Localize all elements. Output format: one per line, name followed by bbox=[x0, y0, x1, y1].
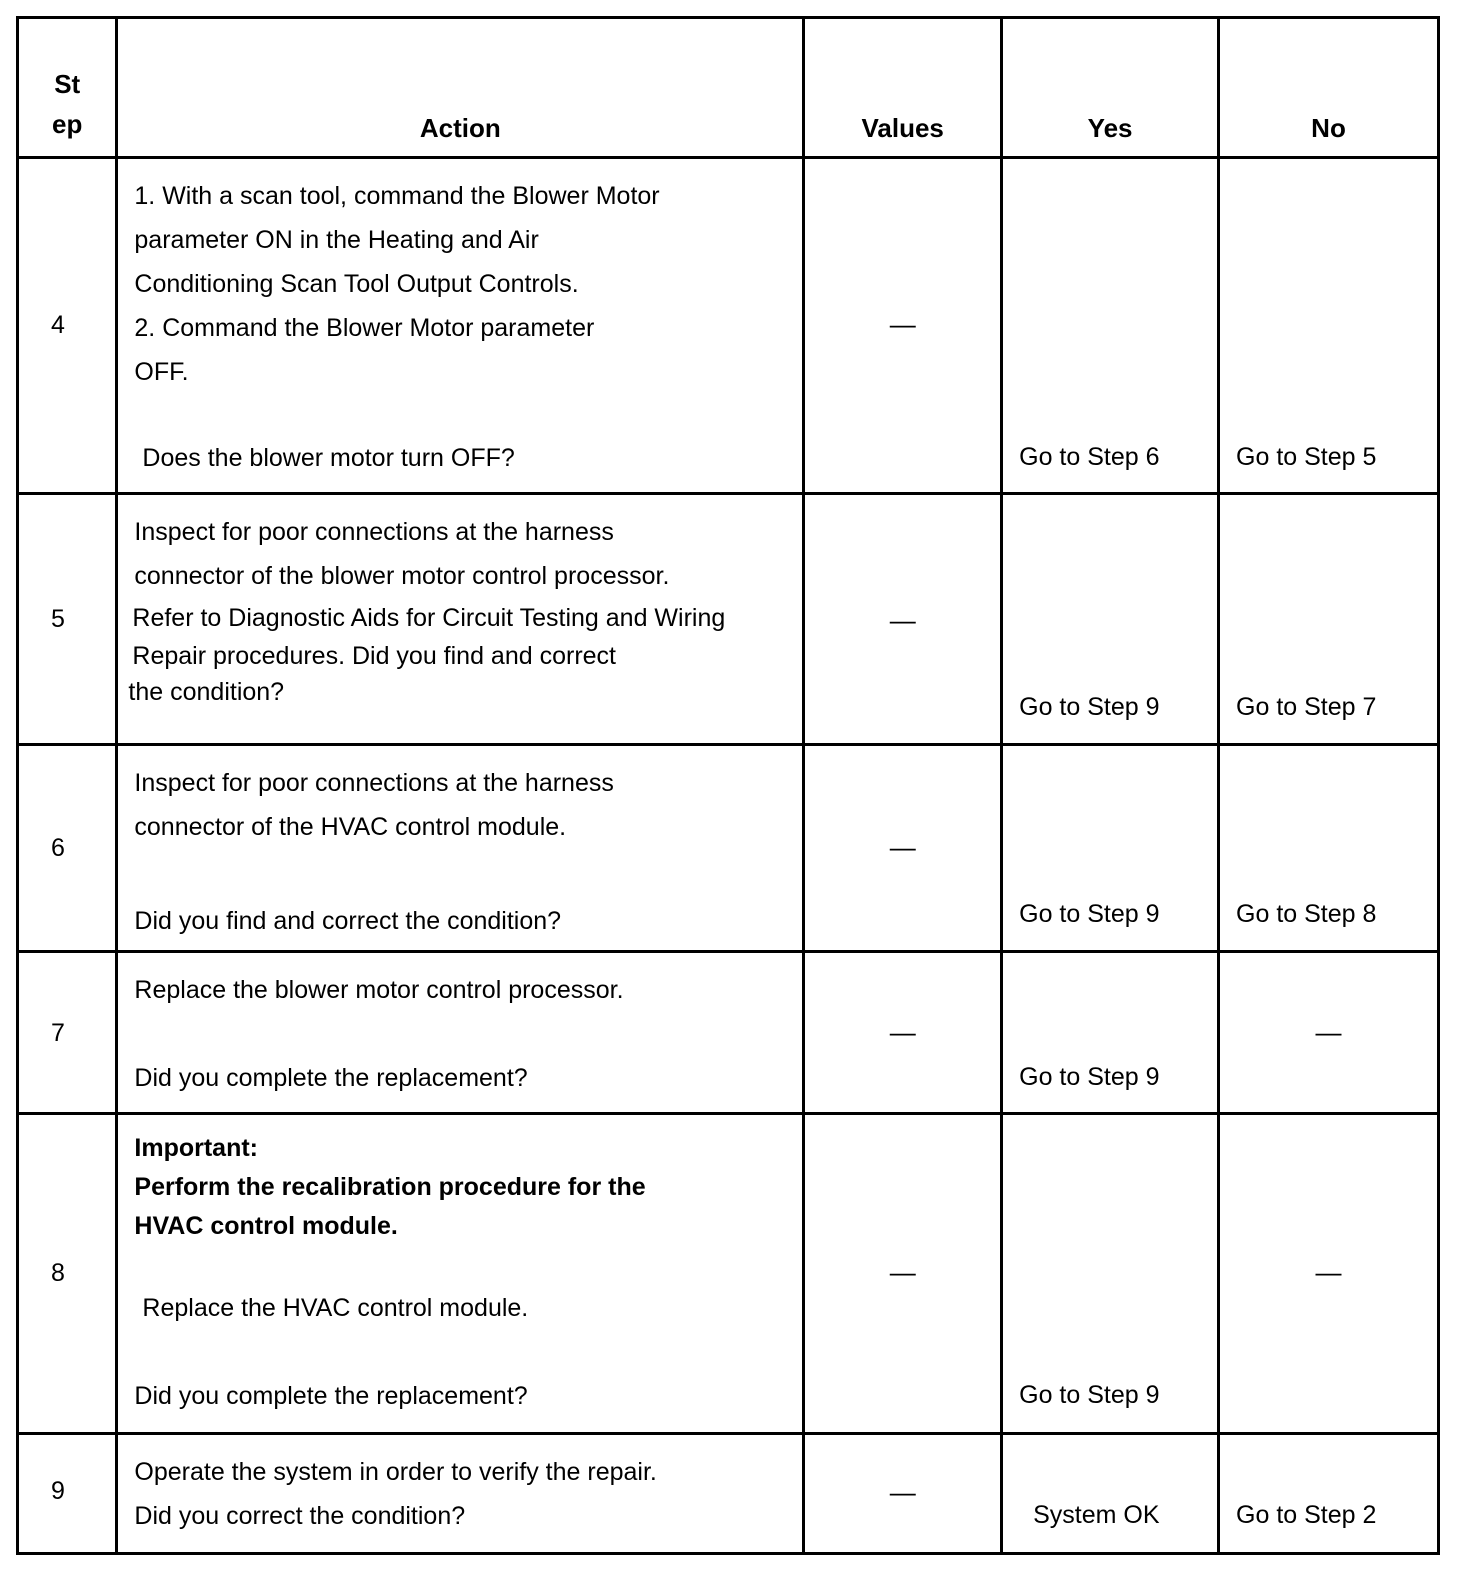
no-result: Go to Step 2 bbox=[1236, 1501, 1377, 1529]
values-cell bbox=[804, 1114, 1002, 1434]
action-question: Did you find and correct the condition? bbox=[134, 907, 562, 935]
values-cell bbox=[804, 494, 1002, 745]
action-line: 1. With a scan tool, command the Blower Motor bbox=[134, 182, 660, 210]
values-cell bbox=[804, 1434, 1002, 1554]
action-line: connector of the HVAC control module. bbox=[134, 813, 567, 841]
action-cell bbox=[117, 1114, 804, 1434]
no-cell bbox=[1219, 158, 1439, 494]
step-number: 7 bbox=[51, 1019, 65, 1047]
values-dash: — bbox=[889, 1257, 916, 1287]
no-dash: — bbox=[1315, 1017, 1342, 1047]
action-line: Inspect for poor connections at the harness bbox=[134, 769, 614, 797]
step-number: 4 bbox=[51, 311, 65, 339]
action-question: Did you correct the condition? bbox=[134, 1502, 466, 1530]
action-line: Replace the HVAC control module. bbox=[142, 1294, 529, 1322]
header-values: Values bbox=[804, 18, 1002, 158]
yes-result: Go to Step 6 bbox=[1019, 443, 1160, 471]
step-number: 9 bbox=[51, 1477, 65, 1505]
yes-result: Go to Step 9 bbox=[1019, 693, 1160, 721]
values-cell bbox=[804, 952, 1002, 1114]
no-cell bbox=[1219, 952, 1439, 1114]
action-line: Operate the system in order to verify the repair. bbox=[134, 1458, 657, 1486]
no-result: Go to Step 8 bbox=[1236, 900, 1377, 928]
values-dash: — bbox=[889, 309, 916, 339]
header-step-line-2: ep bbox=[52, 109, 83, 139]
step-cell bbox=[18, 494, 117, 745]
action-cell bbox=[117, 158, 804, 494]
table-row bbox=[18, 158, 1439, 494]
yes-result: Go to Step 9 bbox=[1019, 1381, 1160, 1409]
no-cell bbox=[1219, 745, 1439, 952]
action-line: Inspect for poor connections at the harness bbox=[134, 518, 614, 546]
yes-cell bbox=[1002, 952, 1219, 1114]
table-row bbox=[18, 1114, 1439, 1434]
yes-result: Go to Step 9 bbox=[1019, 1063, 1160, 1091]
action-cell bbox=[117, 1434, 804, 1554]
no-dash: — bbox=[1315, 1257, 1342, 1287]
action-line: Repair procedures. Did you find and correct bbox=[132, 642, 616, 670]
no-cell bbox=[1219, 1114, 1439, 1434]
values-cell bbox=[804, 158, 1002, 494]
step-number: 6 bbox=[51, 834, 65, 862]
header-row bbox=[18, 18, 1439, 158]
yes-result: System OK bbox=[1033, 1501, 1160, 1529]
yes-cell bbox=[1002, 158, 1219, 494]
action-question: Did you complete the replacement? bbox=[134, 1382, 528, 1410]
action-line: connector of the blower motor control processor. bbox=[134, 562, 670, 590]
no-result: Go to Step 7 bbox=[1236, 693, 1377, 721]
yes-cell bbox=[1002, 1114, 1219, 1434]
important-text-line: Perform the recalibration procedure for the bbox=[134, 1173, 646, 1201]
action-cell bbox=[117, 745, 804, 952]
values-cell bbox=[804, 745, 1002, 952]
values-dash: — bbox=[889, 832, 916, 862]
yes-cell bbox=[1002, 1434, 1219, 1554]
important-label: Important: bbox=[134, 1134, 259, 1162]
action-line: 2. Command the Blower Motor parameter bbox=[134, 314, 595, 342]
step-number: 8 bbox=[51, 1259, 65, 1287]
values-dash: — bbox=[889, 1477, 916, 1507]
step-cell bbox=[18, 158, 117, 494]
step-cell bbox=[18, 1434, 117, 1554]
table-row bbox=[18, 494, 1439, 745]
action-cell bbox=[117, 952, 804, 1114]
values-dash: — bbox=[889, 605, 916, 635]
header-step-line-1: St bbox=[54, 69, 81, 99]
action-question: Did you complete the replacement? bbox=[134, 1064, 528, 1092]
table-row bbox=[18, 745, 1439, 952]
step-cell bbox=[18, 745, 117, 952]
action-line: OFF. bbox=[134, 358, 189, 386]
no-result: Go to Step 5 bbox=[1236, 443, 1377, 471]
table-row bbox=[18, 1434, 1439, 1554]
action-question: Does the blower motor turn OFF? bbox=[142, 444, 515, 472]
header-no: No bbox=[1219, 18, 1439, 158]
step-number: 5 bbox=[51, 605, 65, 633]
diagnostic-procedure-table bbox=[16, 16, 1440, 1555]
action-line: Conditioning Scan Tool Output Controls. bbox=[134, 270, 579, 298]
table-row bbox=[18, 952, 1439, 1114]
header-action: Action bbox=[117, 18, 804, 158]
action-line: the condition? bbox=[128, 678, 285, 706]
step-cell bbox=[18, 952, 117, 1114]
yes-cell bbox=[1002, 745, 1219, 952]
action-line: parameter ON in the Heating and Air bbox=[134, 226, 539, 254]
yes-cell bbox=[1002, 494, 1219, 745]
action-line: Replace the blower motor control processor. bbox=[134, 976, 624, 1004]
important-text-line: HVAC control module. bbox=[134, 1212, 398, 1240]
yes-result: Go to Step 9 bbox=[1019, 900, 1160, 928]
values-dash: — bbox=[889, 1017, 916, 1047]
action-cell bbox=[117, 494, 804, 745]
no-cell bbox=[1219, 1434, 1439, 1554]
header-yes: Yes bbox=[1002, 18, 1219, 158]
no-cell bbox=[1219, 494, 1439, 745]
header-step bbox=[18, 18, 117, 158]
action-line: Refer to Diagnostic Aids for Circuit Testing and Wiring bbox=[132, 604, 726, 632]
step-cell bbox=[18, 1114, 117, 1434]
